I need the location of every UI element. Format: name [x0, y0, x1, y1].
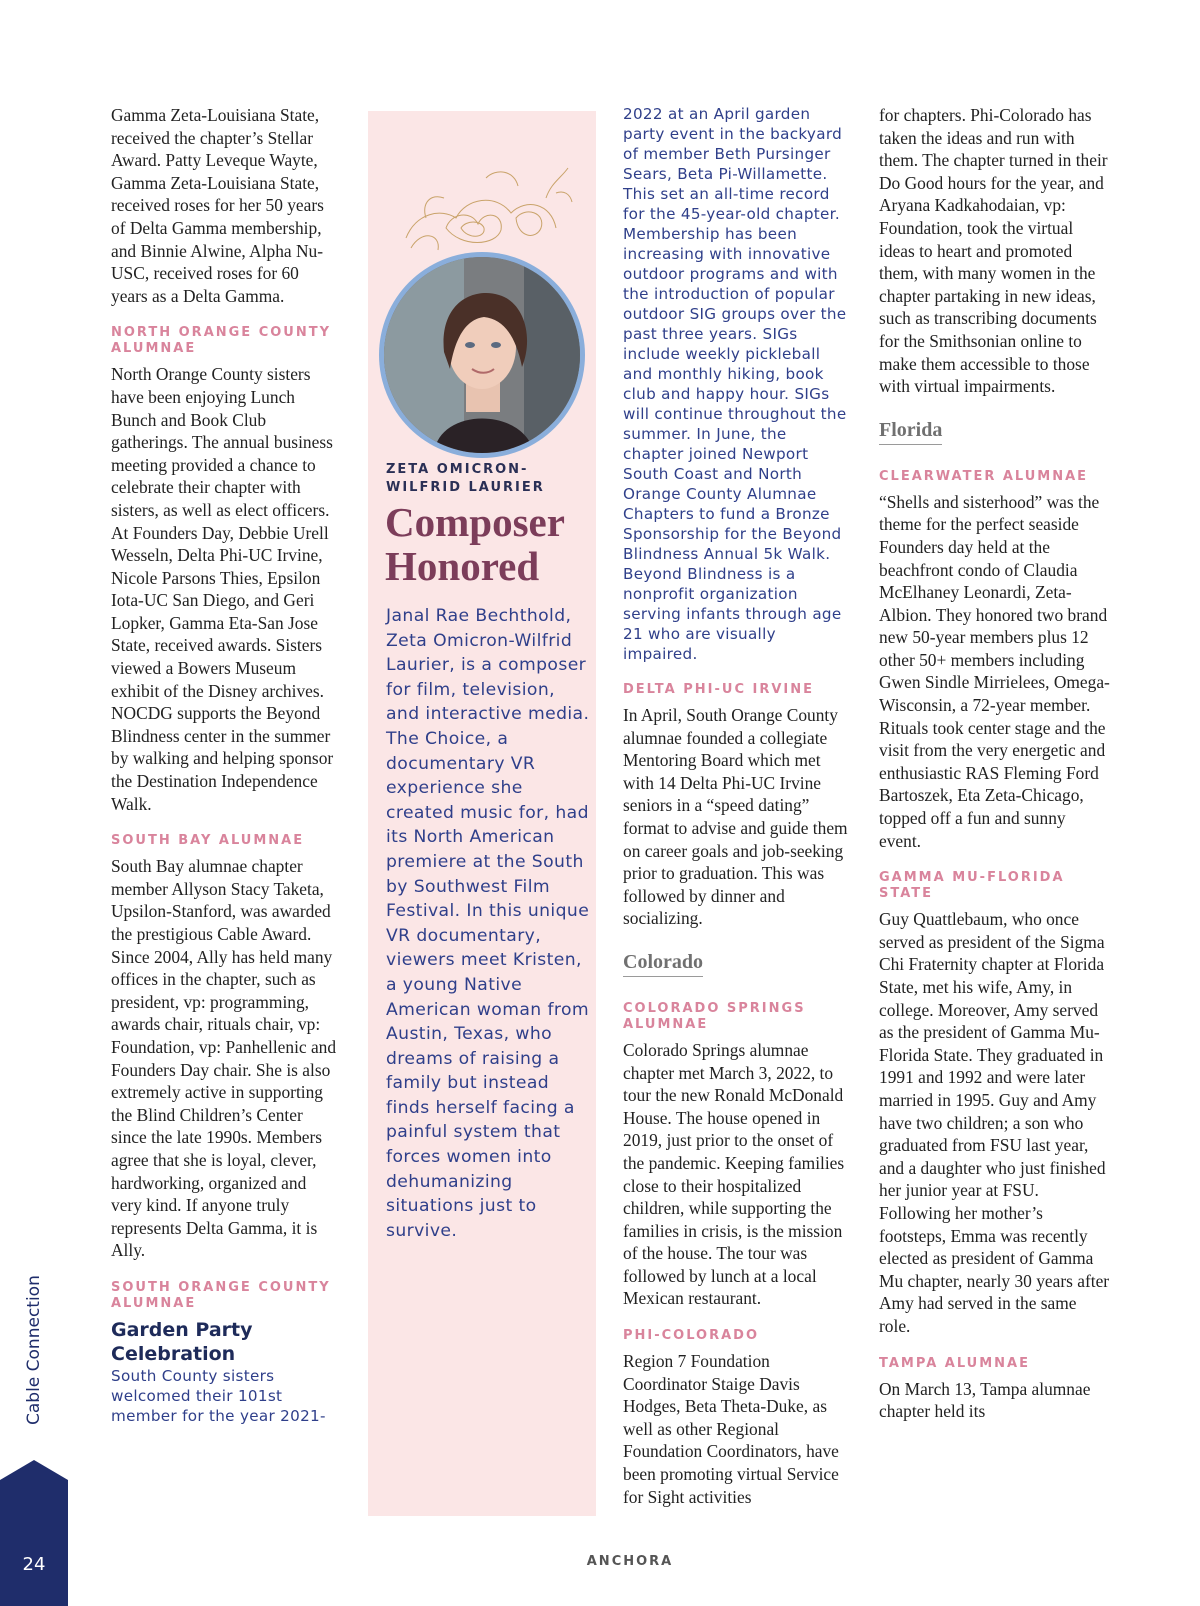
tampa-heading: TAMPA ALUMNAE	[879, 1355, 1030, 1371]
phi-colorado-heading: PHI-COLORADO	[623, 1328, 760, 1344]
portrait-frame	[379, 252, 585, 458]
garden-party-title: Garden Party Celebration	[111, 1318, 253, 1365]
delta-phi-heading: DELTA PHI-UC IRVINE	[623, 682, 815, 697]
clearwater-heading: CLEARWATER ALUMNAE	[879, 468, 1089, 484]
florida-region-heading: Florida	[879, 418, 942, 445]
page-number: 24	[22, 1554, 46, 1575]
garden-party-body: South County sisters welcomed their 101st member for the year 2021-	[111, 1366, 326, 1425]
page-tab	[0, 1480, 68, 1606]
south-bay-heading: SOUTH BAY ALUMNAE	[111, 833, 305, 849]
portrait-photo	[384, 257, 580, 453]
colorado-springs-body: Colorado Springs alumnae chapter met March 3, 2022, to tour the new Ronald McDonald House. The house opened in 2019, just prior to the onset of the pandemic. Keeping families close to their hospitalized children, while supporting the families in crisis, is the mission of the house. The tour was followed by lunch at a local Mexican restaurant.	[623, 1039, 845, 1309]
garden-party-continued: 2022 at an April garden party event in the backyard of member Beth Pursinger Sears, Beta Pi-Willamette. This set an all-time record for the 45-year-old chapter. Membership has been increasing with innovative outdoor programs and with the introduction of popular outdoor SIG groups over the past three years. SIGs include weekly pickleball and monthly hiking, book club and happy hour. SIGs will continue throughout the summer. In June, the chapter joined Newport South Coast and North Orange County Alumnae Chapters to fund a Bronze Sponsorship for the Beyond Blindness Annual 5k Walk. Beyond Blindness is a nonprofit organization serving infants through age 21 who are visually impaired.	[623, 105, 847, 663]
south-bay-body: South Bay alumnae chapter member Allyson Stacy Taketa, Upsilon-Stanford, was awarded the prestigious Cable Award. Since 2004, Ally has held many offices in the chapter, such as president, vp: programming, awards chair, rituals chair, vp: Foundation, vp: Panhellenic and Founders Day chair. She is also extremely active in supporting the Blind Children’s Center since the late 1990s. Members agree that she is loyal, clever, hardworking, organized and very kind. If anyone truly represents Delta Gamma, it is Ally.	[111, 856, 337, 1261]
phi-colorado-body: Region 7 Foundation Coordinator Staige Davis Hodges, Beta Theta-Duke, as well as other Regional Foundation Coordinators, have been promoting virtual Service for Sight activities	[623, 1351, 839, 1507]
sidebar-title: Composer Honored	[385, 499, 565, 589]
clearwater-body: “Shells and sisterhood” was the theme for the perfect seaside Founders day held at the beachfront condo of Claudia McElhaney Leonardi, Zeta-Albion. They honored two brand new 50-year members plus 12 other 50+ members including Gwen Sindle Mirrielees, Omega-Wisconsin, a 72-year member. Rituals took center stage and the visit from the very energetic and enthusiastic RAS Fleming Ford Bartoszek, Eta Zeta-Chicago, topped off a fun and sunny event.	[879, 491, 1110, 851]
magazine-name: ANCHORA	[586, 1554, 674, 1569]
delta-phi-body: In April, South Orange County alumnae founded a collegiate Mentoring Board which met with 14 Delta Phi-UC Irvine seniors in a “speed dating” format to advise and guide them on career goals and job-seeking prior to graduation. This was followed by dinner and socializing.	[623, 705, 848, 929]
tampa-body: On March 13, Tampa alumnae chapter held its	[879, 1378, 1091, 1422]
north-orange-county-body: North Orange County sisters have been enjoying Lunch Bunch and Book Club gatherings. The annual business meeting provided a chance to celebrate their chapter with sisters, as well as elect officers. At Founders Day, Debbie Urell Wesseln, Delta Phi-UC Irvine, Nicole Parsons Thies, Epsilon Iota-UC San Diego, and Geri Lopker, Gamma Eta-San Jose State, received awards. Sisters viewed a Bowers Museum exhibit of the Disney archives. NOCDG supports the Beyond Blindness center in the summer by walking and helping sponsor the Destination Independence Walk.	[111, 364, 334, 814]
colorado-region-heading: Colorado	[623, 950, 703, 977]
intro-paragraph: Gamma Zeta-Louisiana State, received the chapter’s Stellar Award. Patty Leveque Wayte, Gamma Zeta-Louisiana State, received roses for her 50 years of Delta Gamma membership, and Binnie Alwine, Alpha Nu-USC, received roses for 60 years as a Delta Gamma.	[111, 105, 324, 306]
gamma-mu-heading: GAMMA MU-FLORIDA STATE	[879, 870, 1065, 902]
colorado-springs-heading: COLORADO SPRINGS ALUMNAE	[623, 1000, 806, 1032]
sidebar-body: Janal Rae Bechthold, Zeta Omicron-Wilfrid Laurier, is a composer for film, television, and interactive media. The Choice, a documentary VR experience she created music for, had its North American premiere at the South by Southwest Film Festival. In this unique VR documentary, viewers meet Kristen, a young Native American woman from Austin, Texas, who dreams of raising a family but instead finds herself facing a painful system that forces women into dehumanizing situations just to survive.	[386, 606, 590, 1241]
page-tab-notch	[0, 1460, 68, 1480]
north-orange-county-heading: NORTH ORANGE COUNTY ALUMNAE	[111, 325, 332, 357]
gamma-mu-body: Guy Quattlebaum, who once served as president of the Sigma Chi Fraternity chapter at Florida State, met his wife, Amy, in college. Moreover, Amy served as the president of Gamma Mu-Florida State. They graduated in 1991 and 1992 and were later married in 1995. Guy and Amy have two children; a son who graduated from FSU last year, and a daughter who just finished her junior year at FSU. Following her mother’s footsteps, Emma was recently elected as president of Gamma Mu chapter, nearly 30 years after Amy had served in the same role.	[879, 909, 1110, 1336]
section-label: Cable Connection	[24, 1275, 44, 1425]
phi-colorado-continued: for chapters. Phi-Colorado has taken the ideas and run with them. The chapter turned in their Do Good hours for the year, and Aryana Kadkahodaian, vp: Foundation, took the virtual ideas to heart and promoted them, with many women in the chapter partaking in new ideas, such as transcribing documents for the Smithsonian online to make them accessible to those with virtual impairments.	[879, 105, 1108, 397]
column-3	[623, 104, 849, 1508]
south-orange-county-heading: SOUTH ORANGE COUNTY ALUMNAE	[111, 1279, 331, 1311]
column-1	[111, 104, 339, 1426]
sidebar-kicker: ZETA OMICRON-WILFRID LAURIER	[386, 462, 545, 495]
column-4	[879, 104, 1111, 1423]
